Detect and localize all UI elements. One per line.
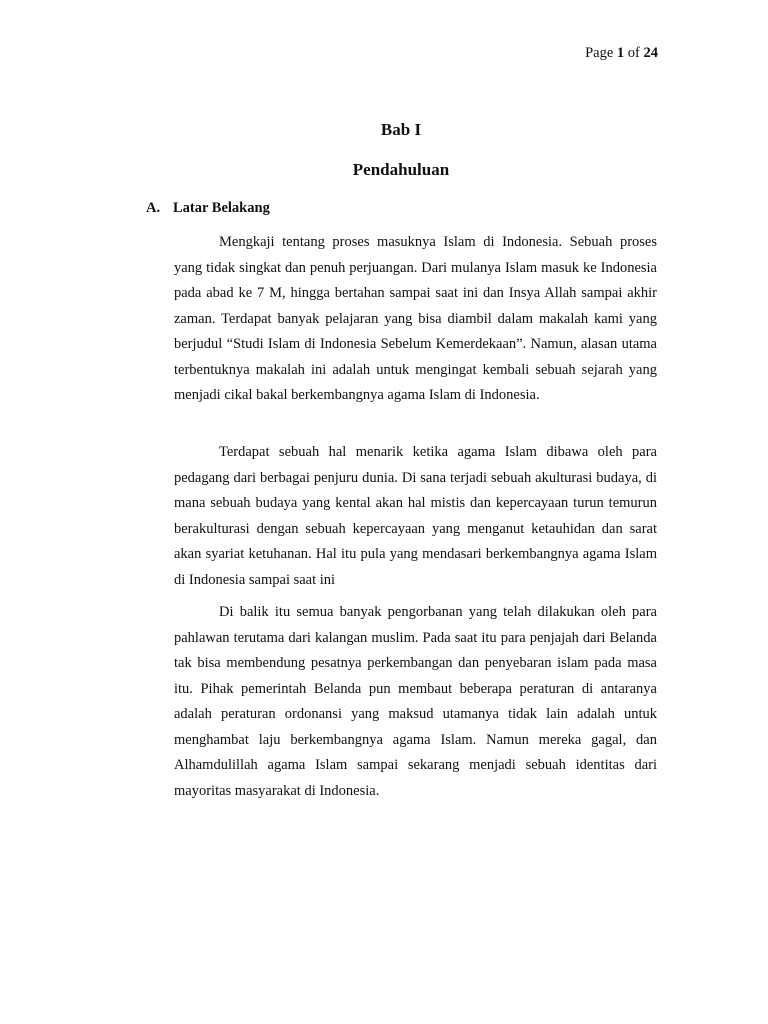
paragraph-2: [174, 440, 657, 593]
section-title: Latar Belakang: [173, 200, 270, 216]
page-number-prefix: Page: [585, 45, 617, 61]
page-number: [585, 44, 658, 62]
paragraph-1: [174, 230, 657, 409]
section-letter: A.: [146, 200, 161, 216]
page-number-current: 1: [616, 45, 625, 61]
page-number-of: of: [624, 45, 644, 61]
paragraph-text: Mengkaji tentang proses masuknya Islam di Indonesia. Sebuah proses yang tidak singkat dan penuh perjuangan. Dari mulanya Islam masuk ke Indonesia pada abad ke 7 M, hingga bertahan sampai saat ini dan Insya Allah sampai akhir zaman. Terdapat banyak pelajaran yang bisa diambil dalam makalah kami yang berjudul “Studi Islam di Indonesia Sebelum Kemerdekaan”. Namun, alasan utama terbentuknya makalah ini adalah untuk mengingat kembali sebuah sejarah yang menjadi cikal bakal berkembangnya agama Islam di Indonesia.: [174, 234, 657, 403]
paragraph-text: Terdapat sebuah hal menarik ketika agama Islam dibawa oleh para pedagang dari berbagai penjuru dunia. Di sana terjadi sebuah akulturasi budaya, di mana sebuah budaya yang kental akan hal mistis dan kepercayaan turun temurun berakulturasi dengan sebuah kepercayaan yang menganut ketauhidan dan sarat akan syariat ketuhanan. Hal itu pula yang mendasari berkembangnya agama Islam di Indonesia sampai saat ini: [174, 444, 657, 588]
chapter-subtitle: Pendahuluan: [352, 160, 450, 179]
paragraph-3: [174, 600, 657, 804]
page-number-total: 24: [643, 45, 658, 61]
section-heading: [146, 199, 270, 217]
chapter-title: Bab I: [380, 120, 422, 139]
paragraph-text: Di balik itu semua banyak pengorbanan yang telah dilakukan oleh para pahlawan terutama dari kalangan muslim. Pada saat itu para penjajah dari Belanda tak bisa membendung pesatnya perkembangan dan penyebaran islam pada masa itu. Pihak pemerintah Belanda pun membaut beberapa peraturan di antaranya adalah peraturan ordonansi yang maksud utamanya tidak lain adalah untuk menghambat laju berkembangnya agama Islam. Namun mereka gagal, dan Alhamdulillah agama Islam sampai sekarang menjadi sebuah identitas dari mayoritas masyarakat di Indonesia.: [174, 604, 657, 799]
